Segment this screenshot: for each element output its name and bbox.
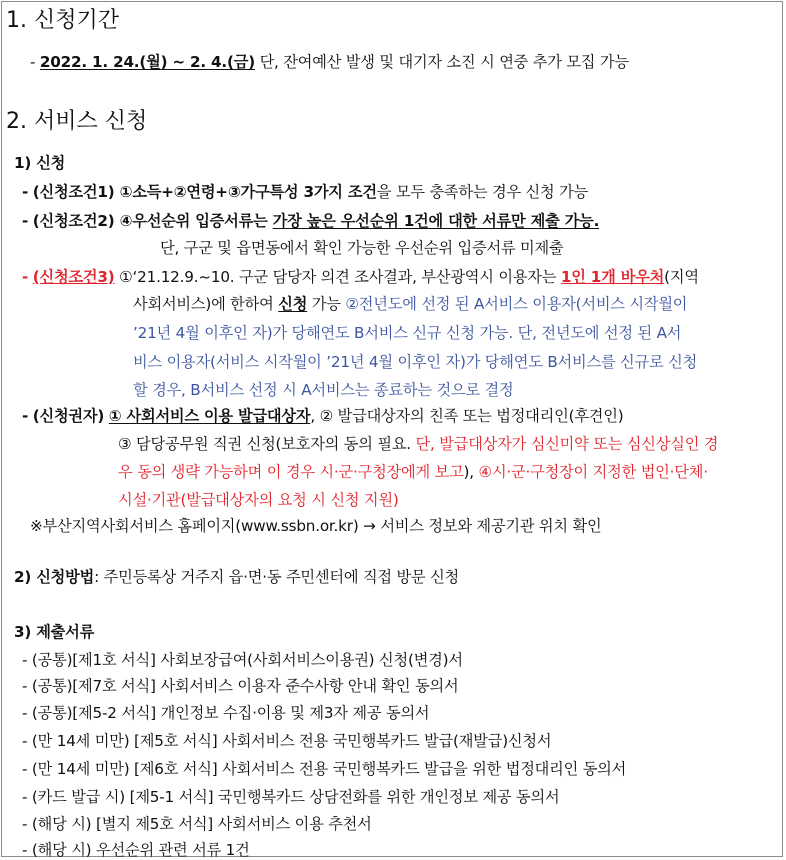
voucher-limit: 1인 1개 바우처 (560, 268, 665, 286)
condition-2-bold: ④우선순위 입증서류는 (114, 212, 273, 230)
document-item: - (만 14세 미만) [제5호 서식] 사회서비스 전용 국민행복카드 발급(재발급)신청서 (22, 732, 552, 750)
condition-2-underlined: 가장 높은 우선순위 1건에 대한 서류만 제출 가능. (272, 212, 600, 230)
applicant-line-1 (22, 406, 623, 426)
document-item: - (해당 시) 우선순위 관련 서류 1건 (22, 841, 250, 859)
condition-1 (22, 182, 588, 202)
applicant-line-2 (118, 434, 718, 454)
method-line (14, 567, 459, 587)
condition-3-text-4: 가능 (307, 295, 346, 313)
document-item: - (만 14세 미만) [제6호 서식] 사회서비스 전용 국민행복카드 발급을 위한 법정대리인 동의서 (22, 760, 627, 778)
period-line (30, 52, 629, 72)
method-label: 2) 신청방법 (14, 568, 95, 586)
condition-3-blue-4: 할 경우, B서비스 선정 시 A서비스는 종료하는 것으로 결정 (133, 381, 514, 399)
section-1-heading: 1. 신청기간 (6, 8, 119, 33)
condition-3-apply: 신청 (278, 295, 308, 313)
document-item: - (공통)[제5-2 서식] 개인정보 수집·이용 및 제3자 제공 동의서 (22, 704, 430, 722)
condition-3-blue-2: ’21년 4월 이후인 자)가 당해연도 B서비스 신규 신청 가능. 단, 전년도에 선정 된 A서 (133, 324, 682, 342)
condition-2 (22, 211, 599, 231)
condition-3-label: (신청조건3) (32, 268, 115, 286)
condition-1-label: (신청조건1) (32, 183, 115, 201)
applicant-second: , ② 발급대상자의 친족 또는 법정대리인(후견인) (310, 407, 624, 425)
applicant-first: ① 사회서비스 이용 발급대상자 (108, 407, 311, 425)
subheading-apply: 1) 신청 (14, 154, 66, 172)
applicant-label: (신청권자) (32, 407, 105, 425)
applicant-mid: ), (463, 463, 479, 481)
condition-1-rest: 을 모두 충족하는 경우 신청 가능 (376, 183, 589, 201)
method-text: : 주민등록상 거주지 읍·면·동 주민센터에 직접 방문 신청 (94, 568, 460, 586)
applicant-red-2: 우 동의 생략 가능하며 이 경우 시·군·구청장에게 보고 (118, 463, 464, 481)
condition-3-text-1: ①‘21.12.9.~10. 구군 담당자 의견 조사결과, 부산광역시 이용자는 (114, 268, 561, 286)
document-item: - (공통)[제7호 서식] 사회서비스 이용자 준수사항 안내 확인 동의서 (22, 677, 459, 695)
condition-3-text-3: 사회서비스)에 한하여 (133, 295, 279, 313)
application-period: 2022. 1. 24.(월) ~ 2. 4.(금) (39, 53, 255, 71)
condition-3-text-2: (지역 (664, 268, 699, 286)
applicant-dash: - (22, 407, 29, 425)
condition-3-blue-1: ②전년도에 선정 된 A서비스 이용자(서비스 시작월이 (345, 295, 688, 313)
applicant-red-3: ④시·군·구청장이 지정한 법인·단체· (478, 463, 708, 481)
period-dash: - (30, 53, 36, 71)
condition-2-dash: - (22, 212, 29, 230)
condition-3-blue-3: 비스 이용자(서비스 시작월이 ’21년 4월 이후인 자)가 당해연도 B서비스를 신규로 신청 (133, 353, 698, 371)
condition-2-label: (신청조건2) (32, 212, 115, 230)
applicant-red-4: 시설·기관(발급대상자의 요청 시 신청 지원) (118, 491, 399, 509)
document-item: - (해당 시) [별지 제5호 서식] 사회서비스 이용 추천서 (22, 815, 372, 833)
condition-1-dash: - (22, 183, 29, 201)
document-item: - (카드 발급 시) [제5-1 서식] 국민행복카드 상담전화를 위한 개인정보 제공 동의서 (22, 788, 560, 806)
condition-2-note: 단, 구군 및 읍면동에서 확인 가능한 우선순위 입증서류 미제출 (160, 239, 564, 257)
documents-label: 3) 제출서류 (14, 623, 95, 641)
applicant-red-1: 단, 발급대상자가 심신미약 또는 심신상실인 경 (415, 435, 719, 453)
period-note: 단, 잔여예산 발생 및 대기자 소진 시 연중 추가 모집 가능 (254, 53, 629, 71)
section-2-heading: 2. 서비스 신청 (6, 109, 148, 134)
document-item: - (공통)[제1호 서식] 사회보장급여(사회서비스이용권) 신청(변경)서 (22, 651, 463, 669)
website-note: ※부산지역사회서비스 홈페이지(www.ssbn.or.kr) → 서비스 정보와 제공기관 위치 확인 (30, 517, 602, 535)
applicant-third: ③ 담당공무원 직권 신청(보호자의 동의 필요. (118, 435, 416, 453)
condition-3-line-1 (22, 267, 699, 287)
condition-1-criteria: ①소득+②연령+③가구특성 3가지 조건 (114, 183, 377, 201)
applicant-line-3 (118, 462, 708, 482)
condition-3-line-2 (133, 294, 687, 314)
condition-3-dash: - (22, 268, 29, 286)
